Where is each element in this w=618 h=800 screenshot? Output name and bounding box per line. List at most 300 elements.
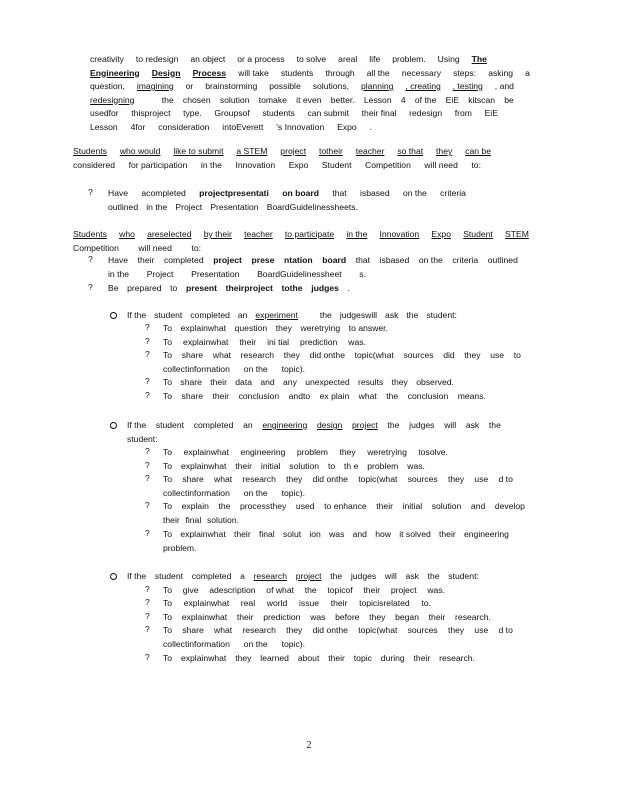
word: To — [163, 612, 173, 622]
word: through — [325, 67, 355, 78]
word: will need — [138, 242, 172, 253]
bullet-line — [108, 254, 518, 268]
word: a — [240, 571, 245, 581]
word: an object — [190, 54, 226, 64]
word: topic). — [281, 363, 305, 374]
word: teacher — [355, 146, 385, 156]
lead-line — [127, 419, 501, 433]
word: did — [443, 350, 455, 360]
word: conclusion — [407, 391, 449, 401]
word: d to — [498, 474, 513, 484]
word: students — [280, 67, 314, 78]
word: topicisrelated — [359, 598, 410, 608]
word: to: — [471, 159, 481, 170]
word: unexpected — [305, 377, 350, 387]
research-lead — [127, 570, 479, 584]
word: chosen — [182, 94, 211, 105]
item-line — [163, 528, 509, 542]
bullet-marker: ? — [145, 500, 150, 510]
word: will take — [238, 67, 269, 78]
word: what — [214, 625, 233, 635]
word: Competition — [73, 242, 119, 253]
word: any — [283, 377, 297, 387]
word: collectinformation — [163, 363, 230, 374]
word: student — [154, 310, 183, 320]
item-line: problem. — [163, 542, 197, 553]
word: isbased — [379, 255, 410, 265]
word: completed — [191, 571, 232, 581]
item-text — [163, 500, 525, 527]
word: 's Innovation — [276, 121, 325, 132]
word: was — [310, 612, 326, 622]
word: the — [387, 420, 400, 430]
word: projectpresentati — [199, 188, 269, 198]
word: explainwhat — [183, 337, 229, 347]
word: s. — [359, 268, 366, 279]
word: Innovation — [379, 229, 420, 239]
word: from — [454, 108, 472, 118]
word: Student — [463, 229, 493, 239]
word: creativity — [90, 54, 124, 64]
intro-line-1 — [90, 53, 495, 67]
word: BoardGuidelinessheets. — [266, 201, 358, 212]
word: that — [355, 255, 371, 265]
word: they — [286, 625, 303, 635]
word: they — [447, 474, 465, 484]
word: was — [329, 529, 345, 539]
word: that — [332, 188, 347, 198]
bullet-line — [108, 282, 350, 296]
item-line — [163, 363, 305, 377]
word: their — [363, 585, 381, 595]
word: research — [253, 571, 287, 581]
item-line — [163, 611, 491, 625]
intro-line-6 — [90, 121, 372, 135]
word: research. — [455, 612, 491, 622]
word: their — [137, 255, 155, 265]
word: consideration — [158, 121, 210, 132]
item-line — [163, 638, 305, 652]
word: EiE — [484, 108, 498, 118]
word: To — [163, 447, 173, 457]
word: usedfor — [90, 108, 119, 118]
bullet-text — [108, 187, 488, 214]
word: completed — [190, 310, 230, 320]
item-text — [163, 460, 425, 474]
word: used — [295, 501, 315, 511]
word: tothe — [281, 283, 303, 293]
word: was. — [348, 337, 366, 347]
word: to solve — [296, 54, 327, 64]
word: research. — [439, 653, 475, 663]
word: solutions, — [312, 81, 350, 91]
word: will — [384, 571, 397, 581]
word: imagining — [136, 81, 174, 91]
hollow-circle-bullet — [110, 422, 117, 429]
word: ask — [405, 571, 419, 581]
item-line — [163, 336, 366, 350]
section2-line-1 — [73, 228, 529, 242]
word: of what — [266, 585, 295, 595]
word: project — [295, 571, 322, 581]
section1-line-2 — [73, 159, 481, 173]
bullet-marker: ? — [145, 349, 150, 359]
bullet-marker: ? — [88, 187, 93, 197]
word: judges — [350, 571, 377, 581]
word: solution — [289, 461, 320, 471]
word: to answer. — [348, 323, 388, 333]
word: life — [369, 54, 381, 64]
word: th e — [344, 461, 359, 471]
word: areselected — [147, 229, 192, 239]
word: can be — [465, 146, 491, 156]
word: , creating — [405, 81, 441, 91]
bullet-marker: ? — [145, 528, 150, 538]
word: be — [504, 94, 514, 105]
word: ask — [385, 310, 399, 320]
word: they — [235, 653, 252, 663]
word: topicof — [327, 585, 353, 595]
word: explainwhat — [181, 612, 228, 622]
item-line — [163, 487, 305, 501]
word: To — [163, 337, 173, 347]
word: Lesson — [90, 121, 118, 132]
word: use — [474, 625, 489, 635]
word: observed. — [416, 377, 454, 387]
edp-title-part: Engineering — [90, 67, 140, 78]
word: To — [163, 350, 173, 360]
item-line — [163, 597, 431, 611]
word: in the — [146, 201, 168, 212]
word: adescription — [209, 585, 256, 595]
word: topic(what — [358, 474, 398, 484]
bullet-marker: ? — [145, 597, 150, 607]
word: they — [464, 350, 481, 360]
word: their — [330, 598, 348, 608]
word: kitscan — [468, 94, 496, 105]
word: planning — [360, 81, 394, 91]
word: teacher — [244, 229, 273, 239]
word: Presentation — [210, 201, 259, 212]
word: during — [380, 653, 405, 663]
word: explainwhat — [183, 447, 229, 457]
word: in the — [346, 229, 368, 239]
word: theirproject — [225, 283, 273, 293]
word: the — [319, 310, 332, 320]
word: by their — [203, 229, 232, 239]
word: ask — [465, 420, 480, 430]
bullet-marker: ? — [145, 460, 150, 470]
word: d to — [498, 625, 513, 635]
word: project — [280, 146, 307, 156]
item-line — [163, 376, 454, 390]
edp-title-part: Design — [151, 67, 181, 78]
word: explain — [181, 501, 209, 511]
item-text — [163, 528, 509, 555]
item-text — [163, 390, 486, 404]
word: share — [180, 377, 202, 387]
word: use — [490, 350, 505, 360]
lead-line — [127, 570, 479, 584]
word: Student — [321, 159, 352, 170]
word: an — [237, 310, 248, 320]
word: about — [297, 653, 320, 663]
word: To — [163, 625, 173, 635]
item-line — [163, 390, 486, 404]
word: Groupsof — [214, 108, 250, 118]
word: solution. — [206, 514, 239, 525]
item-text — [163, 446, 448, 460]
word: brainstorming — [205, 81, 258, 91]
word: all the — [366, 67, 390, 78]
bullet-marker: ? — [88, 254, 93, 264]
word: an — [243, 420, 253, 430]
word: their — [328, 653, 345, 663]
word: To — [163, 377, 173, 387]
word: project — [352, 420, 378, 430]
bullet-line — [108, 187, 466, 201]
word: , testing — [452, 81, 483, 91]
word: . — [369, 121, 372, 132]
word: did onthe — [312, 474, 348, 484]
section1-line-1 — [73, 145, 491, 159]
word: completed — [193, 420, 234, 430]
item-text — [163, 597, 431, 611]
word: acompleted — [141, 188, 186, 198]
word: engineering — [262, 420, 308, 430]
word: present — [185, 283, 218, 293]
item-line — [163, 500, 525, 514]
word: topic(what — [358, 625, 398, 635]
word: a — [525, 67, 530, 78]
word: collectinformation — [163, 638, 230, 649]
word: final — [258, 529, 275, 539]
word: the — [427, 571, 440, 581]
hollow-circle-bullet — [110, 312, 117, 319]
edp-title-part: Process — [192, 67, 227, 78]
word: judges — [409, 420, 435, 430]
word: share — [182, 474, 204, 484]
word: completed — [163, 255, 204, 265]
word: project — [213, 255, 242, 265]
word: research — [240, 350, 275, 360]
word: engineering — [463, 529, 509, 539]
word: on the — [418, 255, 443, 265]
word: means. — [457, 391, 486, 401]
word: solution — [431, 501, 462, 511]
bullet-marker: ? — [145, 584, 150, 594]
word: type. — [183, 108, 202, 118]
word: BoardGuidelinessheet — [257, 268, 342, 279]
word: or a process — [237, 54, 285, 64]
word: To — [163, 323, 173, 333]
word: To — [163, 501, 173, 511]
word: 4 — [400, 94, 406, 105]
word: solution — [219, 94, 250, 105]
word: sources — [407, 625, 438, 635]
word: redesigning — [90, 94, 135, 105]
word: judges — [311, 283, 339, 293]
word: Project — [146, 268, 174, 279]
word: on board — [282, 188, 319, 198]
intro-line-5 — [90, 107, 498, 121]
word: conclusion — [238, 391, 280, 401]
word: to redesign — [135, 54, 179, 64]
word: on the — [243, 363, 268, 374]
word: isbased — [359, 188, 390, 198]
word: Presentation — [191, 268, 240, 279]
word: the — [488, 420, 501, 430]
word: Competition — [365, 159, 411, 170]
word: 4for — [130, 121, 146, 132]
intro-line-3 — [90, 80, 514, 94]
intro-line-2 — [90, 67, 530, 81]
item-text — [163, 349, 521, 376]
word: To — [163, 391, 173, 401]
word: EiE — [445, 94, 460, 105]
word: they — [447, 625, 465, 635]
word: Using — [437, 54, 460, 64]
word: weretrying — [367, 447, 407, 457]
word: develop — [494, 501, 525, 511]
item-text — [163, 336, 366, 350]
word: share — [181, 350, 204, 360]
word: ini tial — [267, 337, 290, 347]
word: real — [240, 598, 256, 608]
word: areal — [338, 54, 358, 64]
word: to participate — [284, 229, 335, 239]
word: the — [406, 310, 419, 320]
word: share — [182, 625, 204, 635]
word: began — [395, 612, 419, 622]
word: explainwhat — [180, 323, 227, 333]
word: was. — [427, 585, 445, 595]
word: results — [357, 377, 384, 387]
word: engineering — [240, 447, 286, 457]
word: project — [390, 585, 417, 595]
word: it even — [296, 94, 322, 105]
word: world — [266, 598, 288, 608]
bullet-text — [108, 282, 408, 296]
word: before — [335, 612, 360, 622]
word: necessary — [401, 67, 441, 78]
edp-title-part: The — [471, 54, 487, 64]
word: Project — [175, 201, 203, 212]
word: student: — [426, 310, 457, 320]
word: tomake — [258, 94, 287, 105]
word: If the — [127, 571, 147, 581]
word: they — [286, 474, 303, 484]
item-line — [163, 349, 521, 363]
word: they — [391, 377, 408, 387]
word: Students — [73, 146, 107, 156]
bullet-marker: ? — [145, 376, 150, 386]
word: their — [376, 501, 393, 511]
word: on the — [243, 638, 268, 649]
word: outlined — [108, 201, 139, 212]
lead-line: student: — [127, 433, 158, 444]
bullet-marker: ? — [145, 446, 150, 456]
word: experiment — [255, 310, 298, 320]
bullet-marker: ? — [145, 322, 150, 332]
word: To — [163, 598, 173, 608]
word: a STEM — [236, 146, 268, 156]
word: ion — [309, 529, 321, 539]
word: learned — [260, 653, 289, 663]
word: considered — [73, 159, 116, 170]
word: to. — [421, 598, 431, 608]
word: like to submit — [173, 146, 224, 156]
word: their — [210, 377, 227, 387]
word: it solved — [399, 529, 431, 539]
word: explainwhat — [180, 653, 227, 663]
word: If the — [127, 310, 147, 320]
bullet-line — [108, 201, 358, 215]
intro-paragraph — [90, 53, 530, 134]
word: they — [339, 447, 356, 457]
word: , and — [494, 81, 514, 91]
word: their — [233, 529, 251, 539]
word: topic). — [281, 638, 305, 649]
word: did onthe — [312, 625, 348, 635]
section-submit-project — [73, 145, 493, 172]
word: they — [283, 350, 300, 360]
item-line — [163, 624, 513, 638]
word: final — [185, 514, 202, 525]
word: ntation — [284, 255, 313, 265]
word: To — [163, 585, 173, 595]
section-selected-students — [73, 228, 533, 255]
word: in the — [200, 159, 222, 170]
bullet-marker: ? — [145, 336, 150, 346]
word: andto — [288, 391, 311, 401]
word: To — [163, 474, 173, 484]
word: explainwhat — [180, 461, 227, 471]
word: explainwhat — [183, 598, 230, 608]
word: Students — [73, 229, 107, 239]
word: their — [235, 461, 252, 471]
word: judgeswill — [339, 310, 378, 320]
item-text — [163, 652, 475, 666]
word: To — [163, 653, 173, 663]
word: Expo — [431, 229, 451, 239]
word: To — [163, 529, 173, 539]
word: the — [161, 94, 174, 105]
word: on the — [402, 188, 427, 198]
word: share — [181, 391, 204, 401]
word: what — [212, 350, 232, 360]
word: and — [260, 377, 275, 387]
item-line — [163, 460, 425, 474]
item-text — [163, 322, 388, 336]
page-number: 2 — [306, 740, 312, 751]
word: the — [304, 585, 317, 595]
word: ex plain — [319, 391, 350, 401]
word: on the — [243, 487, 268, 498]
word: their — [413, 653, 431, 663]
word: data — [235, 377, 253, 387]
word: to: — [191, 242, 201, 253]
bullet-text — [108, 254, 518, 281]
word: to enhance — [324, 501, 367, 511]
word: If the — [127, 420, 147, 430]
word: who would — [119, 146, 161, 156]
word: initial — [260, 461, 281, 471]
word: to — [170, 283, 178, 293]
word: student — [155, 420, 185, 430]
word: board — [322, 255, 347, 265]
word: what — [214, 474, 233, 484]
